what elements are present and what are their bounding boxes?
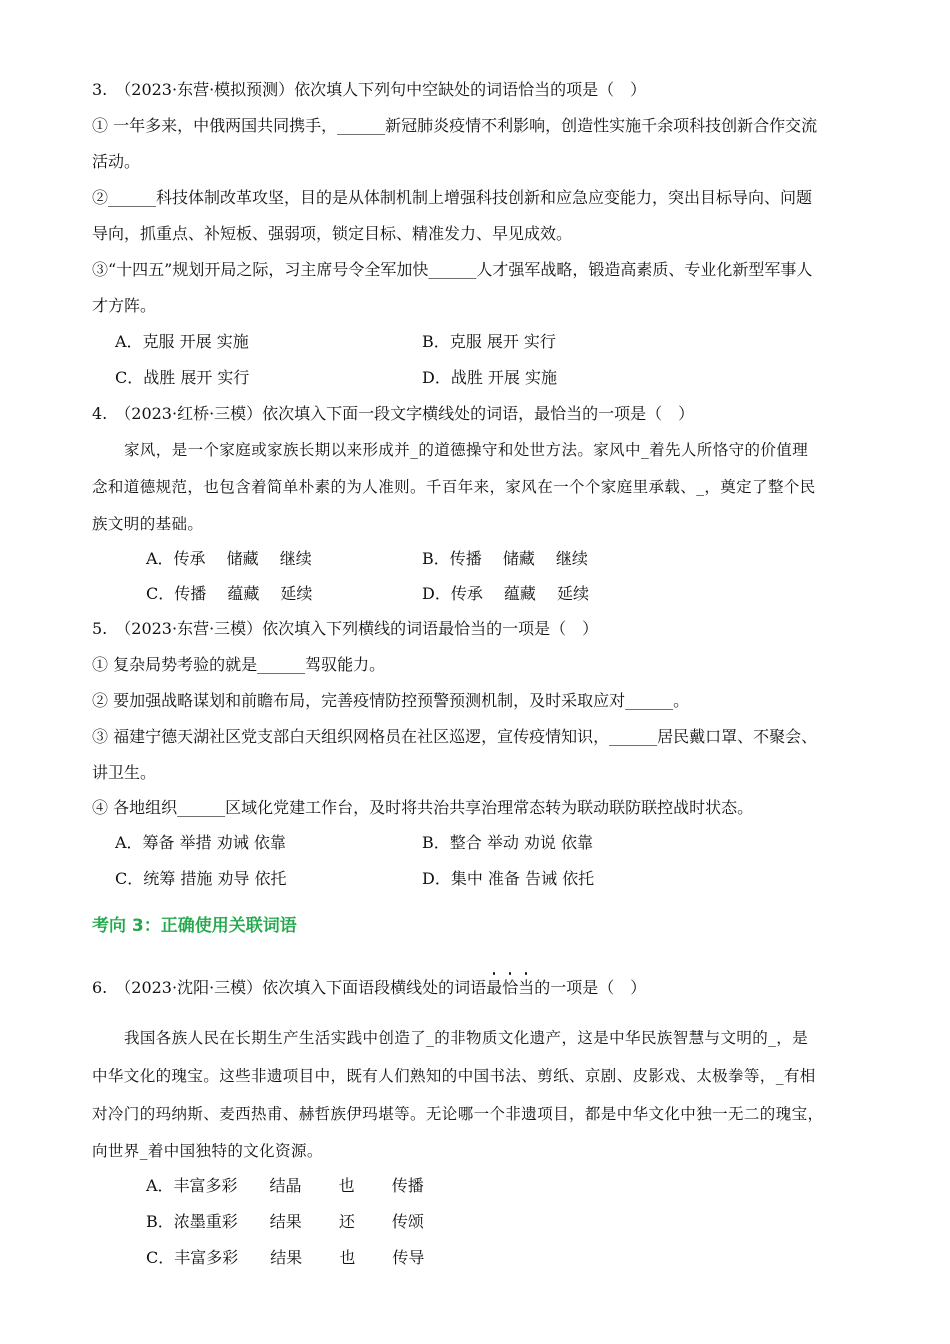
q3-stem: 3. （2023·东营·模拟预测）依次填人下列句中空缺处的词语恰当的项是（ ） <box>92 80 647 99</box>
q5-stem: 5. （2023·东营·三模）依次填入下列横线的词语最恰当的一项是（ ） <box>92 619 599 638</box>
q4-passage-line-1: 家风，是一个家庭或家族长期以来形成并_的道德操守和处世方法。家风中_着先人所恪守的价值理 <box>124 441 809 459</box>
q6-passage-line-2: 中华文化的瑰宝。这些非遗项目中，既有人们熟知的中国书法、剪纸、京剧、皮影戏、太极拳等，_有相 <box>92 1067 816 1085</box>
q3-sentence-1: ① 一年多来，中俄两国共同携手，______新冠肺炎疫情不利影响，创造性实施千余项科技创新合作交流 <box>92 116 818 135</box>
q6-passage-line-3: 对冷门的玛纳斯、麦西热甫、赫哲族伊玛堪等。无论哪一个非遗项目，都是中华文化中独一无二的瑰宝， <box>92 1105 824 1123</box>
q5-sentence-3-cont: 讲卫生。 <box>92 763 157 782</box>
q5-sentence-3: ③ 福建宁德天湖社区党支部白天组织网格员在社区巡逻，宣传疫情知识，______居民戴口罩、不聚会、 <box>92 727 818 746</box>
q3-sentence-2-cont: 导向，抓重点、补短板、强弱项，锁定目标、精准发力、早见成效。 <box>92 224 573 243</box>
q6-stem-emphasis-1: 最 <box>486 978 503 997</box>
q3-option-d[interactable]: D．战胜 开展 实施 <box>422 368 558 387</box>
q5-option-c[interactable]: C．统筹 措施 劝导 依托 <box>115 869 287 888</box>
q3-sentence-3-cont: 才方阵。 <box>92 296 157 315</box>
q3-option-a[interactable]: A．克服 开展 实施 <box>115 332 249 351</box>
q3-option-b[interactable]: B．克服 展开 实行 <box>422 332 556 351</box>
q4-stem: 4. （2023·红桥·三模）依次填入下面一段文字横线处的词语，最恰当的一项是（ ） <box>92 404 695 423</box>
section-heading: 考向 3：正确使用关联词语 <box>92 916 297 936</box>
q6-stem-prefix: 6. （2023·沈阳·三模）依次填入下面语段横线处的词语 <box>92 978 487 997</box>
q6-stem-emphasis-2: 恰 <box>502 978 519 997</box>
q4-option-a[interactable]: A．传承 储藏 继续 <box>146 549 312 568</box>
q3-sentence-2: ②______科技体制改革攻坚，目的是从体制机制上增强科技创新和应急应变能力，突出目标导向、问题 <box>92 188 813 207</box>
q6-stem-suffix: 的一项是（ ） <box>534 978 647 997</box>
q6-option-c[interactable]: C．丰富多彩 结果 也 传导 <box>146 1248 425 1267</box>
q5-sentence-4: ④ 各地组织______区域化党建工作台，及时将共治共享治理常态转为联动联防联控战时状态。 <box>92 798 754 817</box>
q6-stem <box>92 978 646 998</box>
q3-sentence-1-cont: 活动。 <box>92 152 141 171</box>
q6-passage-line-1: 我国各族人民在长期生产生活实践中创造了_的非物质文化遗产，这是中华民族智慧与文明的_，是 <box>124 1029 809 1047</box>
q5-option-b[interactable]: B．整合 举动 劝说 依靠 <box>422 833 594 852</box>
q6-stem-emphasis-3: 当 <box>518 978 535 997</box>
q6-option-b[interactable]: B．浓墨重彩 结果 还 传颂 <box>146 1212 424 1231</box>
q4-passage-line-2: 念和道德规范，也包含着简单朴素的为人准则。千百年来，家风在一个个家庭里承载、_，奠定了整个民 <box>92 478 816 496</box>
q5-sentence-1: ① 复杂局势考验的就是______驾驭能力。 <box>92 655 386 674</box>
q5-sentence-2: ② 要加强战略谋划和前瞻布局，完善疫情防控预警预测机制，及时采取应对______。 <box>92 691 690 710</box>
q4-option-d[interactable]: D．传承 蕴藏 延续 <box>422 584 590 603</box>
q3-option-c[interactable]: C．战胜 展开 实行 <box>115 368 250 387</box>
q6-option-a[interactable]: A．丰富多彩 结晶 也 传播 <box>146 1176 424 1195</box>
q4-passage-line-3: 族文明的基础。 <box>92 515 204 533</box>
q5-option-d[interactable]: D．集中 准备 告诫 依托 <box>422 869 595 888</box>
q5-option-a[interactable]: A．筹备 举措 劝诫 依靠 <box>115 833 286 852</box>
q4-option-b[interactable]: B．传播 储藏 继续 <box>422 549 588 568</box>
q6-passage-line-4: 向世界_着中国独特的文化资源。 <box>92 1142 323 1160</box>
q4-option-c[interactable]: C．传播 蕴藏 延续 <box>146 584 313 603</box>
q3-sentence-3: ③“十四五”规划开局之际，习主席号令全军加快______人才强军战略，锻造高素质、专业化新型军事人 <box>92 260 813 279</box>
